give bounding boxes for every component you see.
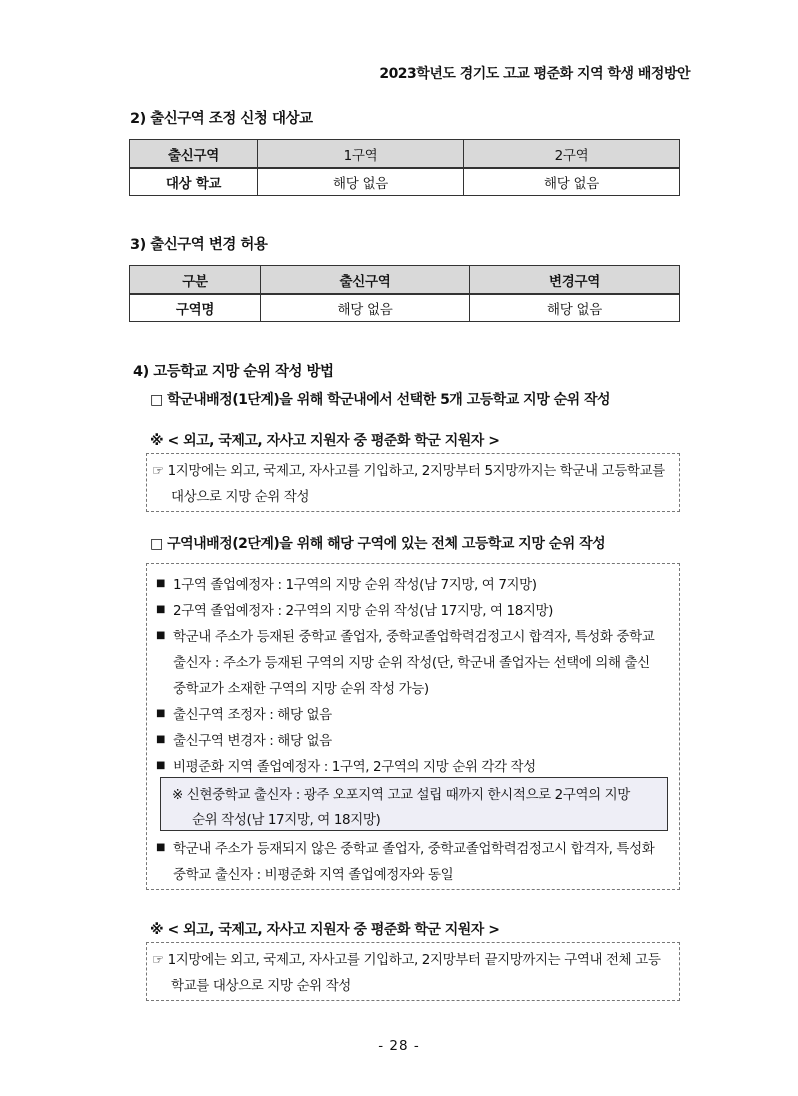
table-row — [130, 168, 680, 196]
step-1-heading: □ 학군내배정(1단계)을 위해 학군내에서 선택한 5개 고등학교 지망 순위 작성 — [150, 392, 611, 408]
table-header-cell: 1구역 — [258, 140, 464, 169]
table-cell: 해당 없음 — [258, 168, 464, 196]
guide-line: 대상으로 지망 순위 작성 — [171, 489, 310, 505]
bullet-icon: ■ — [156, 734, 166, 745]
rule-line: 학군내 주소가 등재되지 않은 중학교 졸업자, 중학교졸업학력검정고시 합격자, 특성화 — [173, 841, 655, 857]
rule-line: 출신자 : 주소가 등재된 구역의 지망 순위 작성(단, 학군내 졸업자는 선택에 의해 출신 — [173, 655, 650, 671]
step-1-note: ※ < 외고, 국제고, 자사고 지원자 중 평준화 학군 지원자 > — [150, 433, 500, 449]
inner-note-line: ※ 신현중학교 출신자 : 광주 오포지역 고교 설립 때까지 한시적으로 2구역의 지망 — [172, 787, 630, 803]
page-number: - 28 - — [378, 1038, 420, 1054]
table-row — [130, 294, 680, 322]
rule-line: 2구역 졸업예정자 : 2구역의 지망 순위 작성(남 17지망, 여 18지망) — [173, 603, 554, 619]
guide-line: ☞ 1지망에는 외고, 국제고, 자사고를 기입하고, 2지망부터 끝지망까지는 구역내 전체 고등 — [152, 952, 661, 968]
bullet-icon: ■ — [156, 578, 166, 589]
section-2-table — [129, 139, 680, 196]
step-2-heading: □ 구역내배정(2단계)을 위해 해당 구역에 있는 전체 고등학교 지망 순위 작성 — [150, 536, 606, 552]
rule-line: 학군내 주소가 등재된 중학교 졸업자, 중학교졸업학력검정고시 합격자, 특성화 중학교 — [173, 629, 655, 645]
table-header-row — [130, 140, 680, 169]
section-4-title: 4) 고등학교 지망 순위 작성 방법 — [133, 364, 334, 380]
section-3-title: 3) 출신구역 변경 허용 — [130, 237, 268, 253]
rule-line: 출신구역 조정자 : 해당 없음 — [173, 707, 332, 723]
section-3-table — [129, 265, 680, 322]
rule-line: 중학교가 소재한 구역의 지망 순위 작성 가능) — [173, 681, 429, 697]
section-2-title: 2) 출신구역 조정 신청 대상교 — [130, 111, 313, 127]
table-cell: 구역명 — [130, 294, 261, 322]
table-header-cell: 출신구역 — [130, 140, 258, 169]
table-cell: 해당 없음 — [261, 294, 470, 322]
bullet-icon: ■ — [156, 604, 166, 615]
table-header-cell: 구분 — [130, 266, 261, 295]
bullet-icon: ■ — [156, 630, 166, 641]
bullet-icon: ■ — [156, 760, 166, 771]
inner-note-line: 순위 작성(남 17지망, 여 18지망) — [192, 812, 381, 828]
table-header-row — [130, 266, 680, 295]
table-cell: 대상 학교 — [130, 168, 258, 196]
bullet-icon: ■ — [156, 842, 166, 853]
table-cell: 해당 없음 — [470, 294, 680, 322]
table-header-cell: 출신구역 — [261, 266, 470, 295]
table-header-cell: 2구역 — [464, 140, 680, 169]
rule-line: 중학교 출신자 : 비평준화 지역 졸업예정자와 동일 — [173, 867, 454, 883]
document-header: 2023학년도 경기도 고교 평준화 지역 학생 배정방안 — [379, 66, 690, 82]
table-header-cell: 변경구역 — [470, 266, 680, 295]
rule-line: 1구역 졸업예정자 : 1구역의 지망 순위 작성(남 7지망, 여 7지망) — [173, 577, 537, 593]
guide-line: ☞ 1지망에는 외고, 국제고, 자사고를 기입하고, 2지망부터 5지망까지는 학군내 고등학교를 — [152, 463, 665, 479]
rule-line: 출신구역 변경자 : 해당 없음 — [173, 733, 332, 749]
step-2-note: ※ < 외고, 국제고, 자사고 지원자 중 평준화 학군 지원자 > — [150, 922, 500, 938]
rule-line: 비평준화 지역 졸업예정자 : 1구역, 2구역의 지망 순위 각각 작성 — [173, 759, 536, 775]
bullet-icon: ■ — [156, 708, 166, 719]
table-cell: 해당 없음 — [464, 168, 680, 196]
guide-line: 학교를 대상으로 지망 순위 작성 — [171, 978, 351, 994]
